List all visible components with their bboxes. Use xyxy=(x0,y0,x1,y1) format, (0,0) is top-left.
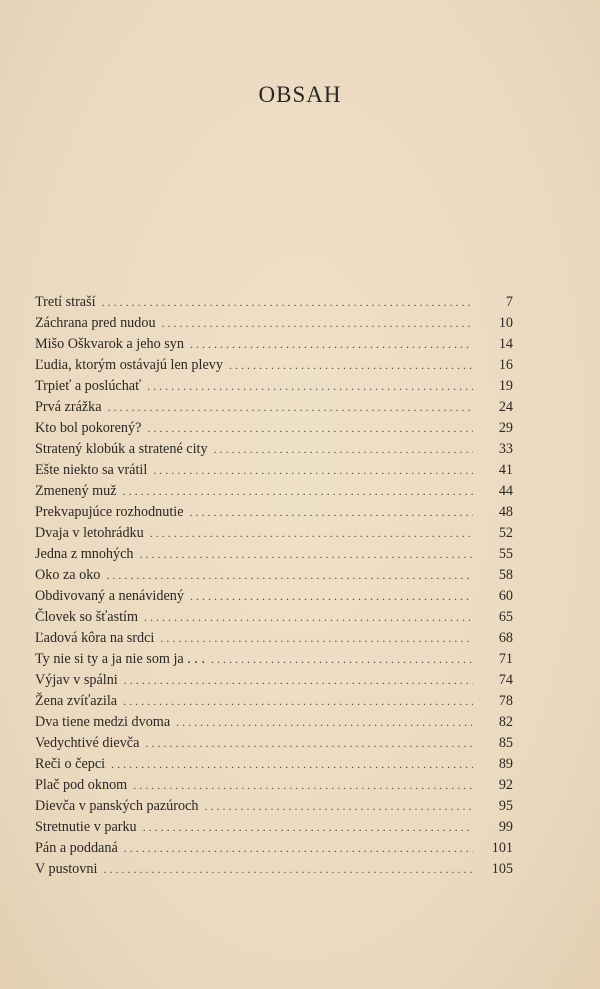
toc-entry xyxy=(35,859,513,880)
toc-entry-page: 82 xyxy=(498,714,513,730)
dot-leader xyxy=(124,838,473,859)
toc-entry-page: 7 xyxy=(505,294,513,310)
toc-entry xyxy=(35,733,513,754)
toc-entry-page: 33 xyxy=(498,441,513,457)
toc-entry-title: Ešte niekto sa vrátil xyxy=(35,462,148,478)
dot-leader xyxy=(103,859,473,880)
toc-entry-title: Trpieť a poslúchať xyxy=(35,378,142,394)
dot-leader xyxy=(162,313,473,334)
toc-entry-title: Prekvapujúce rozhodnutie xyxy=(35,504,184,520)
toc-entry-page: 58 xyxy=(498,567,513,583)
toc-entry-page: 85 xyxy=(498,735,513,751)
toc-entry-title: Obdivovaný a nenávidený xyxy=(35,588,184,604)
dot-leader xyxy=(190,586,473,607)
toc-entry xyxy=(35,838,513,859)
toc-entry-title: Tretí straší xyxy=(35,294,96,310)
toc-entry xyxy=(35,691,513,712)
toc-entry-page: 29 xyxy=(498,420,513,436)
toc-entry xyxy=(35,586,513,607)
toc-entry xyxy=(35,439,513,460)
dot-leader xyxy=(111,754,473,775)
dot-leader xyxy=(143,817,473,838)
toc-entry-page: 95 xyxy=(498,798,513,814)
toc-entry xyxy=(35,544,513,565)
dot-leader xyxy=(204,796,473,817)
toc-entry xyxy=(35,670,513,691)
toc-entry-page: 14 xyxy=(498,336,513,352)
toc-entry-page: 78 xyxy=(498,693,513,709)
dot-leader xyxy=(190,334,473,355)
toc-entry xyxy=(35,607,513,628)
toc-entry-page: 41 xyxy=(498,462,513,478)
dot-leader xyxy=(140,544,474,565)
toc-entry-title: Výjav v spálni xyxy=(35,672,118,688)
dot-leader xyxy=(133,775,473,796)
toc-entry-title: Vedychtivé dievča xyxy=(35,735,140,751)
toc-entry-title: Dievča v panských pazúroch xyxy=(35,798,199,814)
toc-entry xyxy=(35,775,513,796)
toc-entry-page: 89 xyxy=(498,756,513,772)
dot-leader xyxy=(145,733,473,754)
toc-entry-title: Prvá zrážka xyxy=(35,399,102,415)
toc-entry-page: 44 xyxy=(498,483,513,499)
toc-entry xyxy=(35,796,513,817)
toc-entry xyxy=(35,334,513,355)
toc-entry-title: Ľadová kôra na srdci xyxy=(35,630,155,646)
dot-leader xyxy=(190,502,473,523)
toc-entry-page: 65 xyxy=(498,609,513,625)
toc-entry-title: Kto bol pokorený? xyxy=(35,420,142,436)
toc-entry-title: Záchrana pred nudou xyxy=(35,315,156,331)
dot-leader xyxy=(147,418,473,439)
toc-entry-page: 55 xyxy=(498,546,513,562)
toc-entry-page: 24 xyxy=(498,399,513,415)
toc-entry-page: 74 xyxy=(498,672,513,688)
toc-entry-title: V pustovni xyxy=(35,861,98,877)
toc-entry-title: Dva tiene medzi dvoma xyxy=(35,714,171,730)
dot-leader xyxy=(214,439,473,460)
toc-entry-page: 92 xyxy=(498,777,513,793)
toc-entry-title: Zmenený muž xyxy=(35,483,117,499)
toc-entry xyxy=(35,628,513,649)
toc-entry-page: 101 xyxy=(491,840,513,856)
dot-leader xyxy=(123,691,473,712)
dot-leader xyxy=(229,355,473,376)
dot-leader xyxy=(147,376,473,397)
toc-entry-title: Dvaja v letohrádku xyxy=(35,525,144,541)
dot-leader xyxy=(106,565,473,586)
toc-entry xyxy=(35,817,513,838)
toc-entry-title: Ty nie si ty a ja nie som ja . . . xyxy=(35,651,206,667)
toc-entry xyxy=(35,355,513,376)
toc-entry-title: Stratený klobúk a stratené city xyxy=(35,441,208,457)
toc-entry-title: Stretnutie v parku xyxy=(35,819,137,835)
toc-entry-title: Žena zvíťazila xyxy=(35,693,118,709)
dot-leader xyxy=(144,607,473,628)
dot-leader xyxy=(160,628,473,649)
toc-entry xyxy=(35,397,513,418)
toc-entry xyxy=(35,313,513,334)
toc-entry-title: Ľudia, ktorým ostávajú len plevy xyxy=(35,357,223,373)
toc-entry-page: 10 xyxy=(498,315,513,331)
toc-entry xyxy=(35,376,513,397)
toc-entry-page: 48 xyxy=(498,504,513,520)
toc-entry xyxy=(35,292,513,313)
toc-entry-title: Jedna z mnohých xyxy=(35,546,134,562)
toc-entry-page: 60 xyxy=(498,588,513,604)
toc-entry xyxy=(35,649,513,670)
table-of-contents xyxy=(35,292,513,880)
toc-entry-page: 71 xyxy=(498,651,513,667)
toc-entry-title: Pán a poddaná xyxy=(35,840,118,856)
toc-entry xyxy=(35,481,513,502)
dot-leader xyxy=(150,523,473,544)
dot-leader xyxy=(153,460,473,481)
toc-entry xyxy=(35,712,513,733)
toc-entry-title: Človek so šťastím xyxy=(35,609,139,625)
toc-entry xyxy=(35,460,513,481)
dot-leader xyxy=(108,397,473,418)
toc-entry xyxy=(35,418,513,439)
toc-entry-title: Oko za oko xyxy=(35,567,101,583)
toc-entry-page: 68 xyxy=(498,630,513,646)
dot-leader xyxy=(102,292,473,313)
dot-leader xyxy=(123,481,473,502)
toc-entry xyxy=(35,502,513,523)
toc-entry-page: 105 xyxy=(491,861,513,877)
dot-leader xyxy=(176,712,473,733)
toc-entry xyxy=(35,754,513,775)
toc-entry-title: Plač pod oknom xyxy=(35,777,128,793)
toc-entry-page: 16 xyxy=(498,357,513,373)
dot-leader xyxy=(124,670,473,691)
toc-entry-page: 52 xyxy=(498,525,513,541)
dot-leader xyxy=(211,649,473,670)
toc-entry xyxy=(35,523,513,544)
page-title: OBSAH xyxy=(258,82,342,107)
toc-entry-page: 99 xyxy=(498,819,513,835)
toc-entry xyxy=(35,565,513,586)
toc-entry-title: Reči o čepci xyxy=(35,756,106,772)
toc-entry-page: 19 xyxy=(498,378,513,394)
toc-entry-title: Mišo Oškvarok a jeho syn xyxy=(35,336,184,352)
